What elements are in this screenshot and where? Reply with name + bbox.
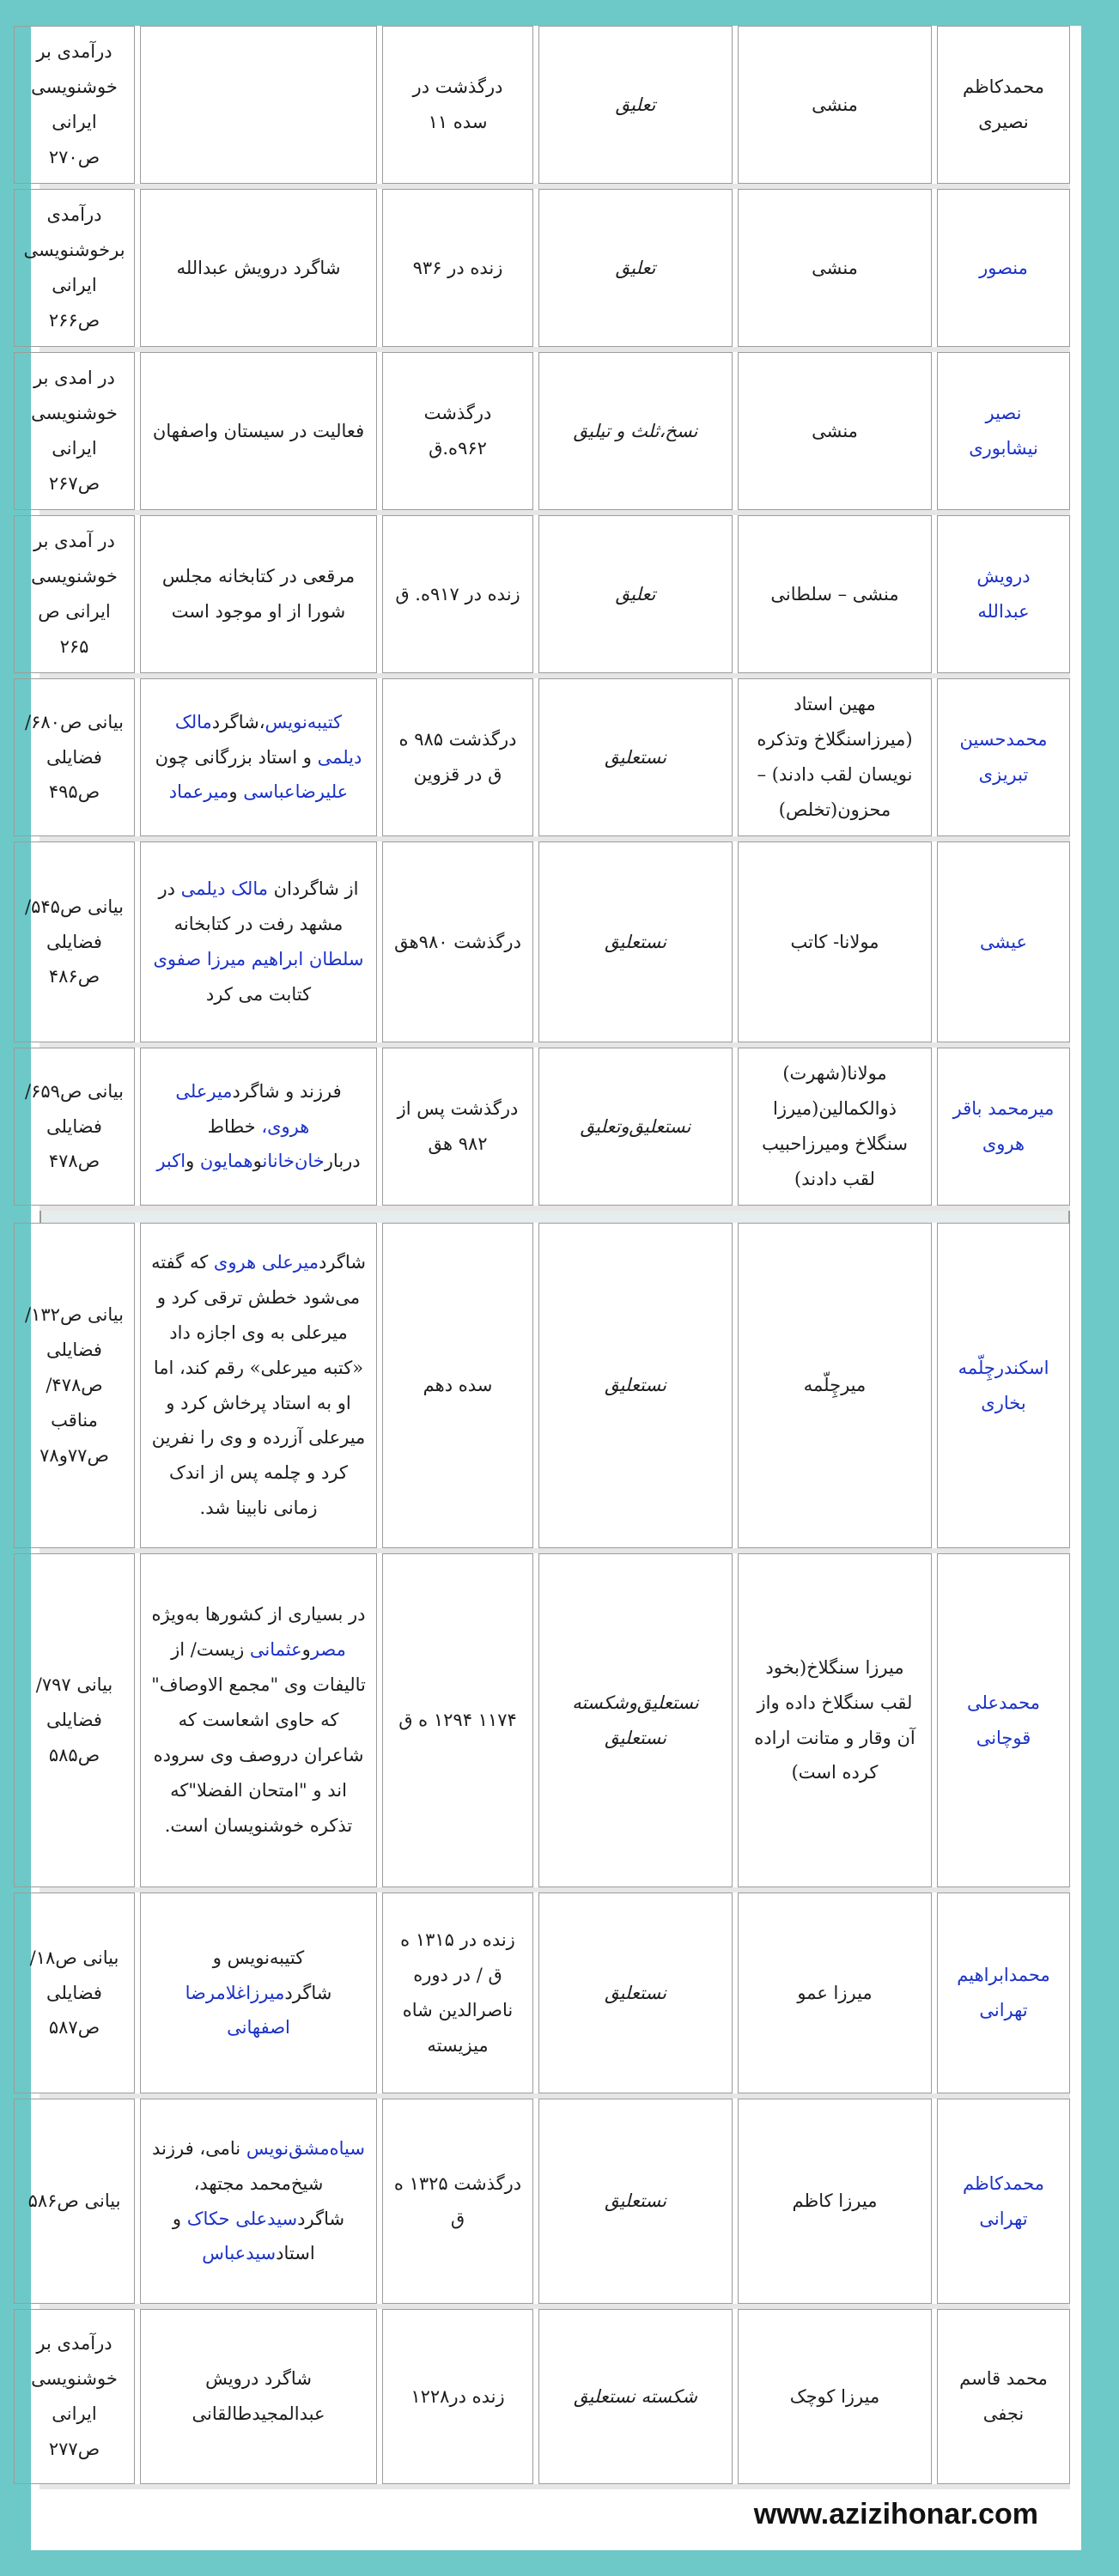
description-link[interactable]: سلطان ابراهیم میرزا صفوی <box>153 949 364 969</box>
date-cell <box>382 2099 533 2304</box>
name-cell-text[interactable]: محمدابراهیم تهرانی <box>957 1965 1050 2020</box>
source-cell <box>14 2099 135 2304</box>
source-cell <box>14 841 135 1042</box>
script-style-cell <box>538 1553 733 1887</box>
description-cell <box>140 515 377 673</box>
title-cell-text: مهین استاد (میرزاسنگلاخ وتذکره نویسان لقب دادند) – محزون(تخلص) <box>757 694 913 820</box>
script-style-cell <box>538 26 733 184</box>
description-text: کتابت می کرد <box>205 983 312 1005</box>
script-style-cell <box>538 2099 733 2304</box>
date-cell-text: درگذشت در سده ۱۱ <box>412 76 503 132</box>
description-cell <box>140 1553 377 1887</box>
source-cell <box>14 189 135 347</box>
calligraphers-table <box>23 26 1070 2489</box>
description-cell <box>140 2309 377 2484</box>
name-cell <box>937 515 1070 673</box>
source-cell <box>14 1553 135 1887</box>
script-style-cell-text: تعلیق <box>615 583 656 605</box>
script-style-cell-text: نستعلیق <box>605 746 666 768</box>
table-row <box>31 515 1070 678</box>
description-text: و <box>228 781 244 803</box>
date-cell-text: زنده در۱۲۲۸ <box>411 2385 505 2407</box>
table-row <box>25 678 1070 841</box>
date-cell-text: درگذشت ۹۶۲ه.ق <box>423 403 492 459</box>
description-text: کتیبه‌نویس و شاگرد <box>212 1947 332 2003</box>
script-style-cell-text: شکسته نستعلیق <box>573 2385 698 2407</box>
script-style-cell-text: تعلیق <box>615 94 656 115</box>
description-cell <box>140 352 377 510</box>
source-cell <box>14 26 135 184</box>
name-cell-text[interactable]: محمدکاظم تهرانی <box>962 2172 1045 2229</box>
name-cell <box>937 352 1070 510</box>
source-cell-text: بیانی ص۵۸۶ <box>27 2190 121 2212</box>
date-cell <box>382 1553 533 1887</box>
source-cell-text: بیانی ص۶۵۹/فضایلی ص۴۷۸ <box>25 1080 124 1172</box>
title-cell <box>738 1223 932 1548</box>
description-text: خطاط دربار <box>207 1115 361 1172</box>
description-text: فرزند و شاگرد <box>232 1080 342 1102</box>
date-cell-text: زنده در ۹۱۷ه. ق <box>395 583 520 605</box>
source-cell <box>14 1048 135 1206</box>
name-cell <box>937 1553 1070 1887</box>
name-cell <box>937 2309 1070 2484</box>
description-text: از شاگردان <box>267 878 359 900</box>
title-cell <box>738 2309 932 2484</box>
site-watermark: www.azizihonar.com <box>745 2496 1047 2533</box>
date-cell <box>382 352 533 510</box>
description-link[interactable]: سیدعلی حکاک <box>186 2208 298 2229</box>
date-cell <box>382 1048 533 1206</box>
source-cell-text: درآمدی برخوشنویسی ایرانی ص۲۶۶ <box>23 204 125 331</box>
date-cell <box>382 26 533 184</box>
date-cell-text: زنده در ۱۳۱۵ ه ق / در دوره ناصرالدین شاه میزیسته <box>400 1929 515 2056</box>
script-style-cell <box>538 515 733 673</box>
source-cell <box>14 352 135 510</box>
source-cell-text: بیانی ص۱۸/فضایلی ص۵۸۷ <box>29 1947 119 2038</box>
script-style-cell-text: تعلیق <box>615 257 656 278</box>
name-cell <box>937 1048 1070 1206</box>
name-cell-text[interactable]: محمدحسین تبریزی <box>959 729 1048 785</box>
description-text: زیست/ از تالیفات وی "مجمع الاوصاف" که حاوی اشعاست که شاعران دروصف وی سروده اند و "امتحان الفضلا"که تذکره خوشنویسان است. <box>151 1639 366 1836</box>
table-row <box>35 1553 1070 1893</box>
script-style-cell <box>538 352 733 510</box>
script-style-cell <box>538 1223 733 1548</box>
description-link[interactable]: عثمانی <box>249 1639 302 1661</box>
name-cell-text: محمد قاسم نجفی <box>959 2368 1048 2424</box>
date-cell <box>382 189 533 347</box>
description-text: نامی، فرزند شیخ‌محمد مجتهد، شاگرد <box>152 2137 345 2229</box>
title-cell-text: مولانا(شهرت) ذوالکمالین(میرزا سنگلاخ ومیرزاحبیب لقب دادند) <box>762 1063 908 1189</box>
date-cell <box>382 515 533 673</box>
description-text: و <box>185 1151 200 1172</box>
description-link[interactable]: میرعلی هروی <box>213 1251 319 1273</box>
description-cell <box>140 1048 377 1206</box>
title-cell <box>738 26 932 184</box>
title-cell <box>738 515 932 673</box>
title-cell <box>738 678 932 836</box>
source-cell-text: بیانی ص۵۴۵/ فضایلی ص۴۸۶ <box>25 896 124 987</box>
table-row <box>31 2309 1070 2489</box>
source-cell <box>14 1223 135 1548</box>
description-cell-text: شاگرد درویش عبدالمجیدطالقانی <box>192 2368 325 2424</box>
date-cell <box>382 1223 533 1548</box>
name-cell <box>937 1893 1070 2093</box>
description-text: در بسیاری از کشورها به‌ویژه <box>151 1604 366 1625</box>
source-cell-text: بیانی ص۱۳۲/فضایلی ص۴۷۸/ مناقب ص۷۷و۷۸ <box>25 1304 124 1466</box>
source-cell-text: بیانی ص۶۸۰/فضایلی ص۴۹۵ <box>25 711 124 803</box>
script-style-cell <box>538 1893 733 2093</box>
description-cell <box>140 26 377 184</box>
date-cell <box>382 678 533 836</box>
source-cell-text: در آمدی بر خوشنویسی ایرانی ص ۲۶۵ <box>31 531 118 657</box>
title-cell-text: منشی <box>812 257 858 278</box>
description-link[interactable]: مالک دیلمی <box>174 711 362 768</box>
name-cell <box>937 2099 1070 2304</box>
description-link[interactable]: خان‌خانان <box>262 1151 325 1172</box>
name-cell-text[interactable]: اسکندرچِلّمه بخاری <box>958 1357 1049 1413</box>
title-cell <box>738 1893 932 2093</box>
script-style-cell-text: نستعلیق‌وشکسته نستعلیق <box>572 1692 699 1748</box>
description-text: و <box>301 1639 311 1661</box>
description-link[interactable]: میرعماد <box>168 781 229 803</box>
name-cell-text[interactable]: محمدعلی قوچانی <box>967 1692 1040 1748</box>
description-link[interactable]: میرزاغلامرضا اصفهانی <box>185 1982 290 2038</box>
script-style-cell-text: نستعلیق <box>605 931 666 952</box>
description-cell <box>140 1893 377 2093</box>
date-cell-text: سده دهم <box>423 1375 493 1396</box>
date-cell <box>382 1893 533 2093</box>
description-link[interactable]: میرعلی هروی، <box>175 1080 310 1137</box>
name-cell-text: محمدکاظم نصیری <box>962 76 1045 132</box>
description-text: و استاد بزرگانی چون <box>155 746 318 768</box>
source-cell-text: درآمدی بر خوشنویسی ایرانی ص۲۷۰ <box>31 41 118 167</box>
date-cell <box>382 841 533 1042</box>
title-cell-text: منشی <box>812 94 858 115</box>
name-cell-text[interactable]: درویش عبدالله <box>976 566 1031 622</box>
title-cell <box>738 1048 932 1206</box>
table-row <box>25 1048 1070 1211</box>
script-style-cell-text: نستعلیق <box>605 1982 666 2003</box>
title-cell-text: منشی <box>812 420 858 441</box>
date-cell-text: درگذشت ۹۸۵ ه ق در قزوین <box>398 729 517 785</box>
title-cell <box>738 2099 932 2304</box>
description-text: و <box>252 1151 263 1172</box>
title-cell <box>738 352 932 510</box>
date-cell-text: زنده در ۹۳۶ <box>412 257 503 278</box>
description-text: شاگرد <box>318 1251 366 1273</box>
script-style-cell <box>538 189 733 347</box>
name-cell <box>937 678 1070 836</box>
title-cell-text: میرزا کوچک <box>789 2385 880 2407</box>
name-cell-text[interactable]: نصیر نیشابوری <box>969 403 1038 459</box>
script-style-cell-text: نسخ،ثلث و تیلیق <box>573 420 698 441</box>
table-row <box>23 189 1070 352</box>
description-link[interactable]: سیاه‌مشق‌نویس <box>246 2137 365 2159</box>
table-row <box>27 2099 1070 2309</box>
name-cell-text[interactable]: عیشی <box>979 931 1028 952</box>
description-cell-text: مرقعی در کتابخانه مجلس شورا از او موجود است <box>161 566 356 622</box>
source-cell-text: درآمدی بر خوشنویسی ایرانی ص۲۷۷ <box>31 2333 118 2459</box>
table-row <box>25 841 1070 1048</box>
description-link[interactable]: اکبر <box>156 1151 186 1172</box>
table-row <box>29 1893 1070 2099</box>
name-cell-text[interactable]: منصور <box>979 257 1028 278</box>
date-cell-text: درگذشت ۱۳۲۵ ه ق <box>393 2172 522 2229</box>
date-cell <box>382 2309 533 2484</box>
description-text: که گفته می‌شود خطش ترقی کرد و میرعلی به وی اجازه داد «کتبه میرعلی» رقم کند، اما او به استاد پرخاش کرد و میرعلی آزرده و وی را نفرین کرد و چلمه پس از اندک زمانی نابینا شد. <box>151 1251 366 1519</box>
source-cell-text: در امدی بر خوشنویسی ایرانی ص۲۶۷ <box>31 368 118 494</box>
description-link[interactable]: سیدعباس <box>202 2243 277 2264</box>
title-cell-text: مولانا- کاتب <box>790 931 879 952</box>
title-cell <box>738 841 932 1042</box>
title-cell-text: میرزا عمو <box>797 1982 873 2003</box>
title-cell-text: میرچِلّمه <box>803 1375 867 1396</box>
title-cell-text: منشی – سلطانی <box>770 583 899 605</box>
description-link[interactable]: کتیبه‌نویس <box>265 711 343 732</box>
date-cell-text: درگذشت ۹۸۰ه‍ق <box>394 931 521 952</box>
source-cell <box>14 1893 135 2093</box>
date-cell-text: درگذشت پس از ۹۸۲ ه‍ق <box>397 1098 519 1154</box>
table-row <box>31 352 1070 515</box>
title-cell <box>738 1553 932 1887</box>
source-cell-text: بیانی ۷۹۷/ فضایلی ص۵۸۵ <box>35 1674 113 1765</box>
section-divider <box>40 1211 1070 1223</box>
name-cell <box>937 189 1070 347</box>
title-cell <box>738 189 932 347</box>
description-cell-text: شاگرد درویش عبدالله <box>176 257 341 278</box>
source-cell <box>14 2309 135 2484</box>
description-link[interactable]: همایون <box>199 1151 253 1172</box>
name-cell <box>937 1223 1070 1548</box>
description-cell <box>140 2099 377 2304</box>
description-link[interactable]: علیرضاعباسی <box>243 781 349 803</box>
script-style-cell-text: نستعلیق <box>605 1375 666 1396</box>
script-style-cell-text: نستعلیق <box>605 2190 666 2212</box>
script-style-cell <box>538 841 733 1042</box>
name-cell-text[interactable]: میرمحمد باقر هروی <box>952 1098 1055 1154</box>
source-cell <box>14 515 135 673</box>
table-row <box>31 26 1070 189</box>
table-row <box>25 1223 1070 1553</box>
name-cell <box>937 26 1070 184</box>
description-cell <box>140 841 377 1042</box>
script-style-cell <box>538 1048 733 1206</box>
source-cell <box>14 678 135 836</box>
description-text: و استاد <box>172 2208 315 2264</box>
title-cell-text: میرزا کاظم <box>792 2190 878 2212</box>
script-style-cell <box>538 2309 733 2484</box>
description-cell <box>140 1223 377 1548</box>
description-cell <box>140 189 377 347</box>
document-frame <box>23 26 1081 2550</box>
description-text: در مشهد رفت در کتابخانه <box>158 878 344 935</box>
title-cell-text: میرزا سنگلاخ(بخود لقب سنگلاخ داده واز آن وقار و متانت اراده کرده است) <box>754 1656 915 1783</box>
script-style-cell-text: نستعلیق‌وتعلیق <box>580 1115 691 1137</box>
description-text: ،شاگرد <box>211 711 265 732</box>
date-cell-text: ۱۱۷۴ ۱۲۹۴ ه ق <box>398 1710 517 1731</box>
description-link[interactable]: مالک دیلمی <box>180 878 268 900</box>
description-link[interactable]: مصر <box>310 1639 346 1661</box>
description-cell <box>140 678 377 836</box>
name-cell <box>937 841 1070 1042</box>
script-style-cell <box>538 678 733 836</box>
description-cell-text: فعالیت در سیستان واصفهان <box>152 420 365 441</box>
